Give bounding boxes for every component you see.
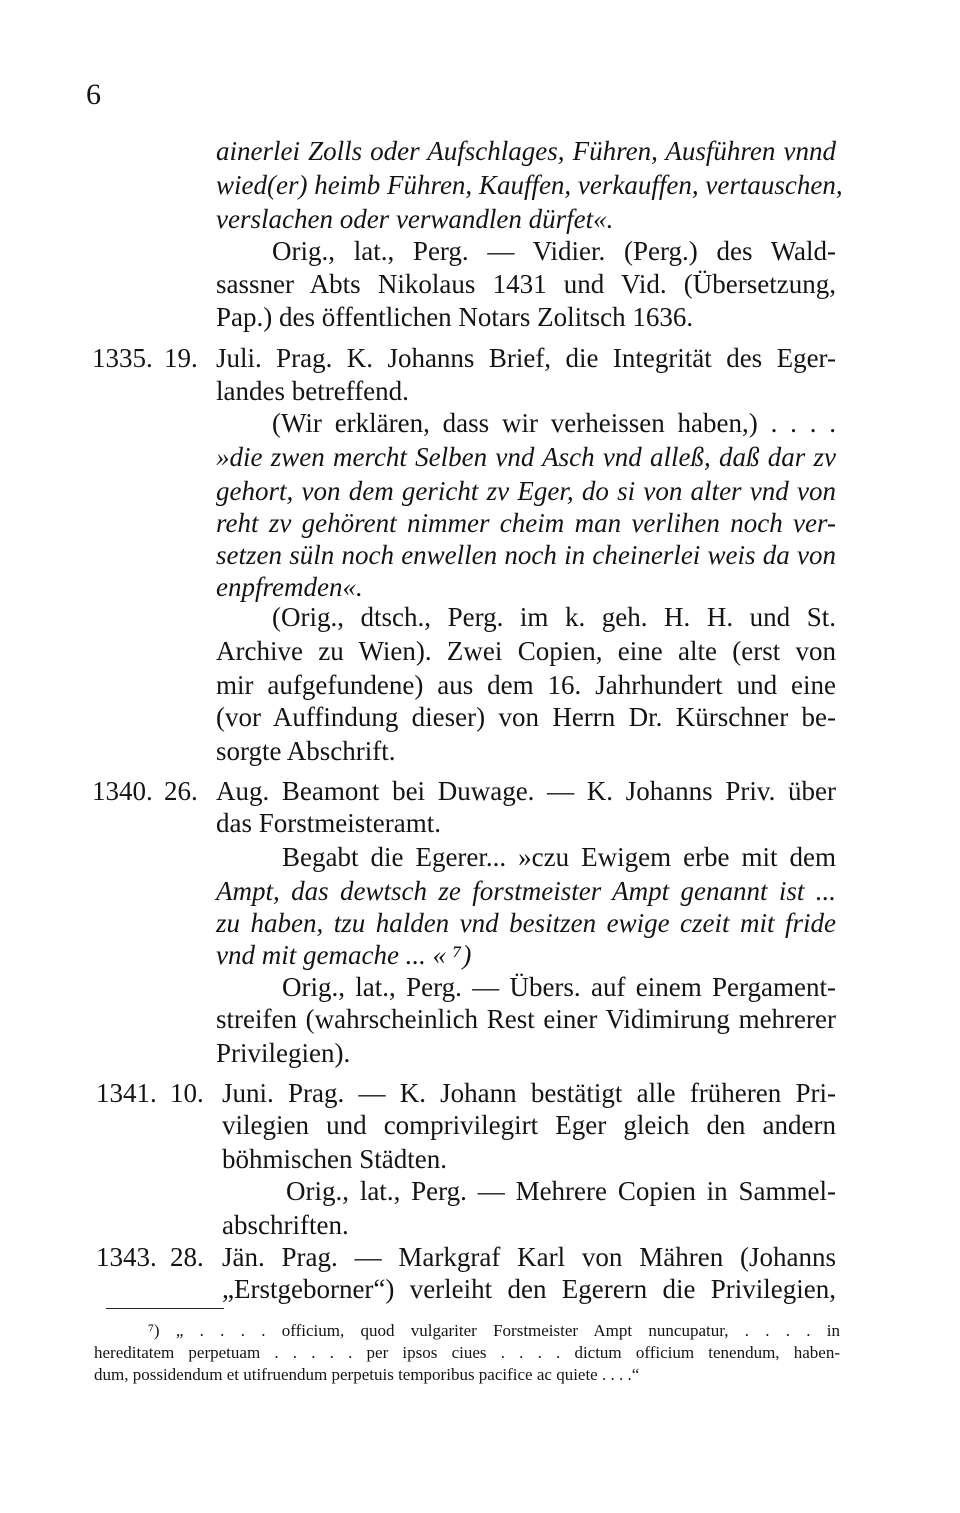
text-line: (Wir erklären, dass wir verheissen haben,) . . . . (272, 408, 836, 438)
text-line: Ampt, das dewtsch ze forstmeister Ampt genannt ist ... (216, 876, 836, 906)
text-line: setzen süln noch enwellen noch in cheinerlei weis da von (216, 540, 836, 570)
page-number: 6 (86, 78, 101, 111)
entry-year: 1340. (92, 776, 153, 806)
footnote-rule (106, 1308, 224, 1309)
entry-day: 19. (164, 343, 198, 373)
text-line: enpfremden«. (216, 572, 363, 602)
text-line: sassner Abts Nikolaus 1431 und Vid. (Übersetzung, (216, 269, 836, 299)
text-line: Archive zu Wien). Zwei Copien, eine alte (erst von (216, 636, 836, 666)
text-line: böhmischen Städten. (222, 1144, 447, 1174)
text-line: vilegien und comprivilegirt Eger gleich den andern (222, 1110, 836, 1140)
text-line: »die zwen mercht Selben vnd Asch vnd alleß, daß dar zv (216, 442, 836, 472)
entry-year: 1335. (92, 343, 153, 373)
text-line: Orig., lat., Perg. — Übers. auf einem Pergament- (282, 972, 836, 1002)
text-line: Jän. Prag. — Markgraf Karl von Mähren (Johanns (222, 1242, 836, 1272)
text-line: zu haben, tzu halden vnd besitzen ewige czeit mit fride (216, 908, 836, 938)
text-line: abschriften. (222, 1210, 349, 1240)
text-line: (vor Auffindung dieser) von Herrn Dr. Kürschner be- (216, 702, 836, 732)
text-line: Privilegien). (216, 1038, 351, 1068)
text-line: vnd mit gemache ... « ⁷) (216, 940, 472, 970)
text-line: „Erstgeborner“) verleiht den Egerern die Privilegien, (222, 1274, 836, 1304)
text-line: Aug. Beamont bei Duwage. — K. Johanns Priv. über (216, 776, 836, 806)
text-line: sorgte Abschrift. (216, 736, 396, 766)
text-line: das Forstmeisteramt. (216, 808, 441, 838)
entry-day: 26. (164, 776, 198, 806)
footnote-line: ⁷) „ . . . . officium, quod vulgariter Forstmeister Ampt nuncupatur, . . . . in (148, 1321, 840, 1340)
entry-year: 1343. (96, 1242, 157, 1272)
text-line: reht zv gehörent nimmer cheim man verlihen noch ver- (216, 508, 836, 538)
text-line: Orig., lat., Perg. — Vidier. (Perg.) des Wald- (272, 236, 836, 266)
text-line: Pap.) des öffentlichen Notars Zolitsch 1636. (216, 302, 694, 332)
text-line: Orig., lat., Perg. — Mehrere Copien in Sammel- (286, 1176, 836, 1206)
text-line: Juli. Prag. K. Johanns Brief, die Integrität des Eger- (216, 343, 836, 373)
text-line: ainerlei Zolls oder Aufschlages, Führen, Ausführen vnnd (216, 136, 836, 166)
text-line: landes betreffend. (216, 376, 409, 406)
text-line: gehort, von dem gericht zv Eger, do si von alter vnd von (216, 476, 836, 506)
text-line: wied(er) heimb Führen, Kauffen, verkauffen, vertauschen, (216, 170, 843, 200)
text-line: Juni. Prag. — K. Johann bestätigt alle früheren Pri- (222, 1078, 836, 1108)
text-line: mir aufgefundene) aus dem 16. Jahrhundert und eine (216, 670, 836, 700)
footnote-line: hereditatem perpetuam . . . . . per ipsos ciues . . . . dictum officium tenendum, haben- (94, 1343, 840, 1362)
text-line: Begabt die Egerer... »czu Ewigem erbe mit dem (282, 842, 836, 872)
text-line: verslachen oder verwandlen dürfet«. (216, 204, 614, 234)
entry-day: 28. (170, 1242, 204, 1272)
entry-year: 1341. (96, 1078, 157, 1108)
text-line: streifen (wahrscheinlich Rest einer Vidimirung mehrerer (216, 1004, 836, 1034)
text-line: (Orig., dtsch., Perg. im k. geh. H. H. und St. (272, 602, 836, 632)
footnote-line: dum, possidendum et utifruendum perpetuis temporibus pacifice ac quiete . . . .“ (94, 1365, 640, 1384)
entry-day: 10. (170, 1078, 204, 1108)
